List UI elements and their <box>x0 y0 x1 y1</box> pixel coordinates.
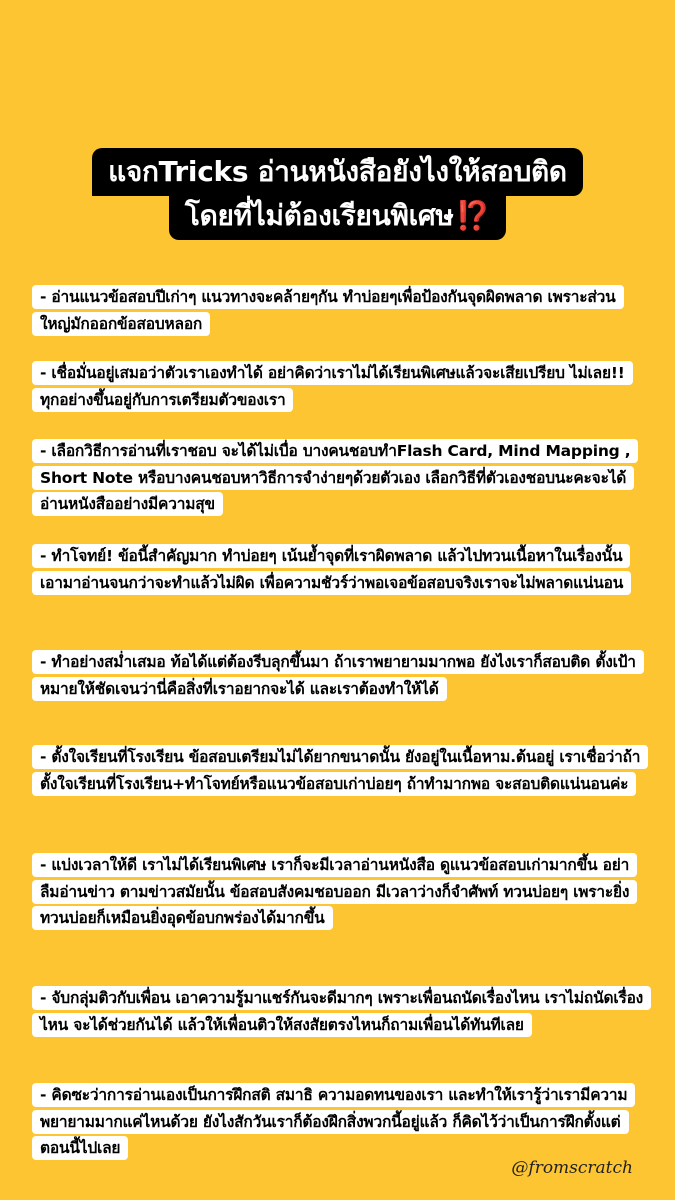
tip-6-text: - ตั้งใจเรียนที่โรงเรียน ข้อสอบเตรียมไม่ได้ยากขนาดนั้น ยังอยู่ในเนื้อหาม.ต้นอยู่ เราเชื่อว่าถ้าตั้งใจเรียนที่โรงเรียน+ทำโจทย์หรือแนวข้อสอบเก่าบ่อยๆ ถ้าทำมากพอ จะสอบติดแน่นอนค่ะ <box>32 745 648 796</box>
tip-2-text: - เชื่อมั่นอยู่เสมอว่าตัวเราเองทำได้ อย่าคิดว่าเราไม่ได้เรียนพิเศษแล้วจะเสียเปรียบ ไม่เลย!! ทุกอย่างขึ้นอยู่กับการเตรียมตัวของเรา <box>32 361 633 412</box>
tip-8 <box>32 985 645 1038</box>
title-banner <box>0 148 675 240</box>
tip-9 <box>32 1082 645 1162</box>
tip-2 <box>32 360 645 413</box>
tip-4 <box>32 543 645 596</box>
tip-8-text: - จับกลุ่มติวกับเพื่อน เอาความรู้มาแชร์กันจะดีมากๆ เพราะเพื่อนถนัดเรื่องไหน เราไม่ถนัดเรื่องไหน จะได้ช่วยกันได้ แล้วให้เพื่อนติวให้สงสัยตรงไหนก็ถามเพื่อนได้ทันทีเลย <box>32 986 651 1037</box>
title-line-1: แจกTricks อ่านหนังสือยังไงให้สอบติด <box>92 148 583 196</box>
tip-5-text: - ทำอย่างสม่ำเสมอ ท้อได้แต่ต้องรีบลุกขึ้นมา ถ้าเราพยายามมากพอ ยังไงเราก็สอบติด ตั้งเป้าหมายให้ชัดเจนว่านี่คือสิ่งที่เราอยากจะได้ และเราต้องทำให้ได้ <box>32 650 644 701</box>
exclamation-question-icon: ⁉️ <box>455 199 491 232</box>
tip-7-text: - แบ่งเวลาให้ดี เราไม่ได้เรียนพิเศษ เราก็จะมีเวลาอ่านหนังสือ ดูแนวข้อสอบเก่ามากขึ้น อย่าลืมอ่านข่าว ตามข่าวสมัยนั้น ข้อสอบสังคมชอบออก มีเวลาว่างก็จำศัพท์ ทวนบ่อยๆ เพราะยิ่งทวนบ่อยก็เหมือนยิ่งอุดข้อบกพร่องได้มากขึ้น <box>32 853 637 930</box>
watermark: @fromscratch <box>511 1158 633 1178</box>
tip-1 <box>32 284 645 337</box>
title-line-2 <box>169 192 506 240</box>
title-line-2-text: โดยที่ไม่ต้องเรียนพิเศษ <box>184 199 454 232</box>
tip-7 <box>32 852 645 932</box>
tip-3-text: - เลือกวิธีการอ่านที่เราชอบ จะได้ไม่เบื่อ บางคนชอบทำFlash Card, Mind Mapping , Short Note หรือบางคนชอบหาวิธีการจำง่ายๆด้วยตัวเอง เลือกวิธีที่ตัวเองชอบนะคะจะได้อ่านหนังสืออย่างมีความสุข <box>32 439 638 516</box>
tip-4-text: - ทำโจทย์! ข้อนี้สำคัญมาก ทำบ่อยๆ เน้นย้ำจุดที่เราผิดพลาด แล้วไปทวนเนื้อหาในเรื่องนั้น เอามาอ่านจนกว่าจะทำแล้วไม่ผิด เพื่อความชัวร์ว่าพอเจอข้อสอบจริงเราจะไม่พลาดแน่นอน <box>32 544 631 595</box>
tip-5 <box>32 649 645 702</box>
tip-1-text: - อ่านแนวข้อสอบปีเก่าๆ แนวทางจะคล้ายๆกัน ทำบ่อยๆเพื่อป้องกันจุดผิดพลาด เพราะส่วนใหญ่มักออกข้อสอบหลอก <box>32 285 624 336</box>
tip-9-text: - คิดซะว่าการอ่านเองเป็นการฝึกสติ สมาธิ ความอดทนของเรา และทำให้เรารู้ว่าเรามีความพยายามมากแค่ไหนด้วย ยังไงสักวันเราก็ต้องฝึกสิ่งพวกนี้อยู่แล้ว ก็คิดไว้ว่าเป็นการฝึกตั้งแต่ตอนนี้ไปเลย <box>32 1083 635 1160</box>
tip-3 <box>32 438 645 518</box>
tip-6 <box>32 744 645 797</box>
